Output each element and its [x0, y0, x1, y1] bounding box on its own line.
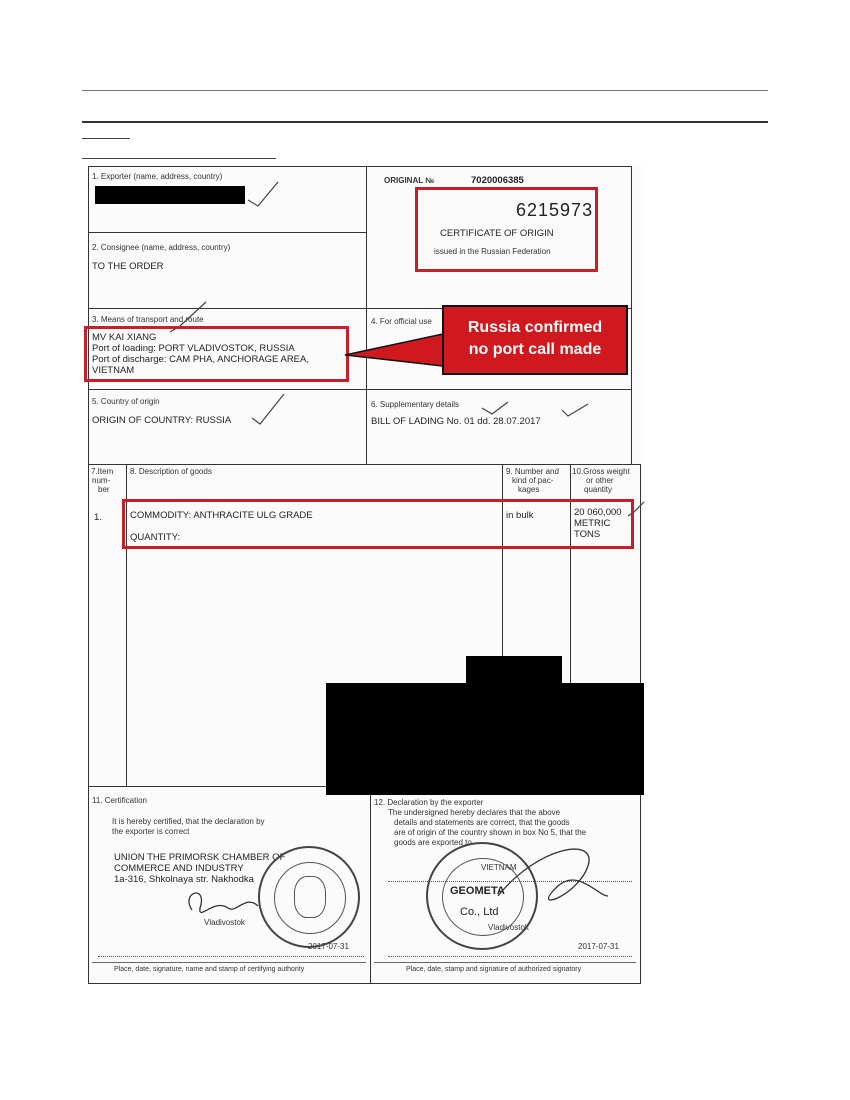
check-mark-bill-2: [562, 404, 588, 416]
box5-label: 5. Country of origin: [92, 397, 160, 406]
header-rule-bottom: [82, 121, 768, 123]
footer-left: Place, date, signature, name and stamp of certifying authority: [114, 966, 305, 973]
check-mark-origin: [252, 394, 284, 424]
weight-line-2: METRIC: [574, 518, 611, 529]
box1-label: 1. Exporter (name, address, country): [92, 172, 223, 181]
footer-right: Place, date, stamp and signature of authorized signatory: [406, 966, 582, 973]
redaction-block-main: [326, 683, 644, 795]
declaration-line-4: goods are exported to: [394, 838, 472, 847]
destination: VIETNAM: [481, 863, 517, 872]
redaction-block-top: [466, 656, 562, 686]
date-left: 2017-07-31: [308, 942, 349, 951]
callout-box: [442, 305, 628, 375]
transport-line-1: MV KAI XIANG: [92, 332, 157, 343]
chamber-line-3: 1a-316, Shkolnaya str. Nakhodka: [114, 874, 254, 885]
transport-route-highlight: [84, 326, 349, 382]
box4-label: 4. For official use: [371, 317, 432, 326]
callout-line-2: no port call made: [468, 341, 602, 358]
box3-label: 3. Means of transport and route: [92, 315, 204, 324]
chamber-line-1: UNION THE PRIMORSK CHAMBER OF: [114, 852, 286, 863]
certificate-number-highlight: [415, 187, 598, 272]
original-number: 7020006385: [471, 175, 524, 186]
commodity-value: COMMODITY: ANTHRACITE ULG GRADE: [130, 510, 313, 521]
company-line-2: Co., Ltd: [460, 906, 499, 918]
declaration-line-2: details and statements are correct, that the goods: [394, 818, 570, 827]
col7-line-3: ber: [98, 485, 110, 494]
transport-line-3: Port of discharge: CAM PHA, ANCHORAGE AREA,: [92, 354, 309, 365]
box2-label: 2. Consignee (name, address, country): [92, 243, 231, 252]
declaration-line-3: are of origin of the country shown in box No 5, that the: [394, 828, 587, 837]
packages-value: in bulk: [506, 510, 534, 521]
col9-line-1: 9. Number and: [506, 467, 559, 476]
col10-line-2: or other: [586, 476, 614, 485]
col8-label: 8. Description of goods: [130, 467, 212, 476]
supplementary-value: BILL OF LADING No. 01 dd. 28.07.2017: [371, 416, 541, 427]
city-right: Vladivostok: [488, 923, 529, 932]
signature-left: [189, 893, 258, 912]
weight-line-3: TONS: [574, 529, 601, 540]
signature-right: [498, 849, 608, 900]
certificate-of-origin: [88, 166, 644, 984]
col7-line-1: 7.Item: [91, 467, 114, 476]
certification-line-1: It is hereby certified, that the declaration by: [112, 817, 265, 826]
handwriting-marks: [88, 166, 644, 984]
callout-line-1: Russia confirmed: [467, 319, 603, 336]
quantity-label: QUANTITY:: [130, 532, 181, 543]
city-left: Vladivostok: [204, 918, 245, 927]
col9-line-3: kages: [518, 485, 540, 494]
short-rule-2: [82, 158, 276, 159]
col7-line-2: num-: [92, 476, 111, 485]
transport-line-4: VIETNAM: [92, 365, 135, 376]
weight-line-1: 20 060,000: [574, 507, 622, 518]
goods-row-highlight: [122, 499, 634, 549]
issued-in: issued in the Russian Federation: [434, 247, 551, 256]
original-label: ORIGINAL №: [384, 176, 435, 185]
short-rule-1: [82, 138, 130, 139]
chamber-line-2: COMMERCE AND INDUSTRY: [114, 863, 244, 874]
certificate-number: 6215973: [516, 200, 594, 220]
certificate-title: CERTIFICATE OF ORIGIN: [440, 228, 554, 239]
col10-line-3: quantity: [584, 485, 613, 494]
check-mark-exporter: [248, 182, 278, 206]
col10-line-1: 10.Gross weight: [572, 467, 630, 476]
origin-value: ORIGIN OF COUNTRY: RUSSIA: [92, 415, 232, 426]
box6-label: 6. Supplementary details: [371, 400, 460, 409]
declaration-line-1: The undersigned hereby declares that the above: [388, 808, 561, 817]
transport-line-2: Port of loading: PORT VLADIVOSTOK, RUSSIA: [92, 343, 295, 354]
box12-label: 12. Declaration by the exporter: [374, 798, 484, 807]
date-right: 2017-07-31: [578, 942, 619, 951]
header-rule-top: [82, 90, 768, 91]
item-number: 1.: [94, 512, 102, 523]
certification-line-2: the exporter is correct: [112, 827, 190, 836]
company-line-1: GEOMETA: [450, 885, 505, 897]
consignee-value: TO THE ORDER: [92, 261, 164, 272]
check-mark-bill-1: [482, 402, 508, 414]
box11-label: 11. Certification: [92, 796, 147, 805]
col9-line-2: kind of pac-: [512, 476, 554, 485]
